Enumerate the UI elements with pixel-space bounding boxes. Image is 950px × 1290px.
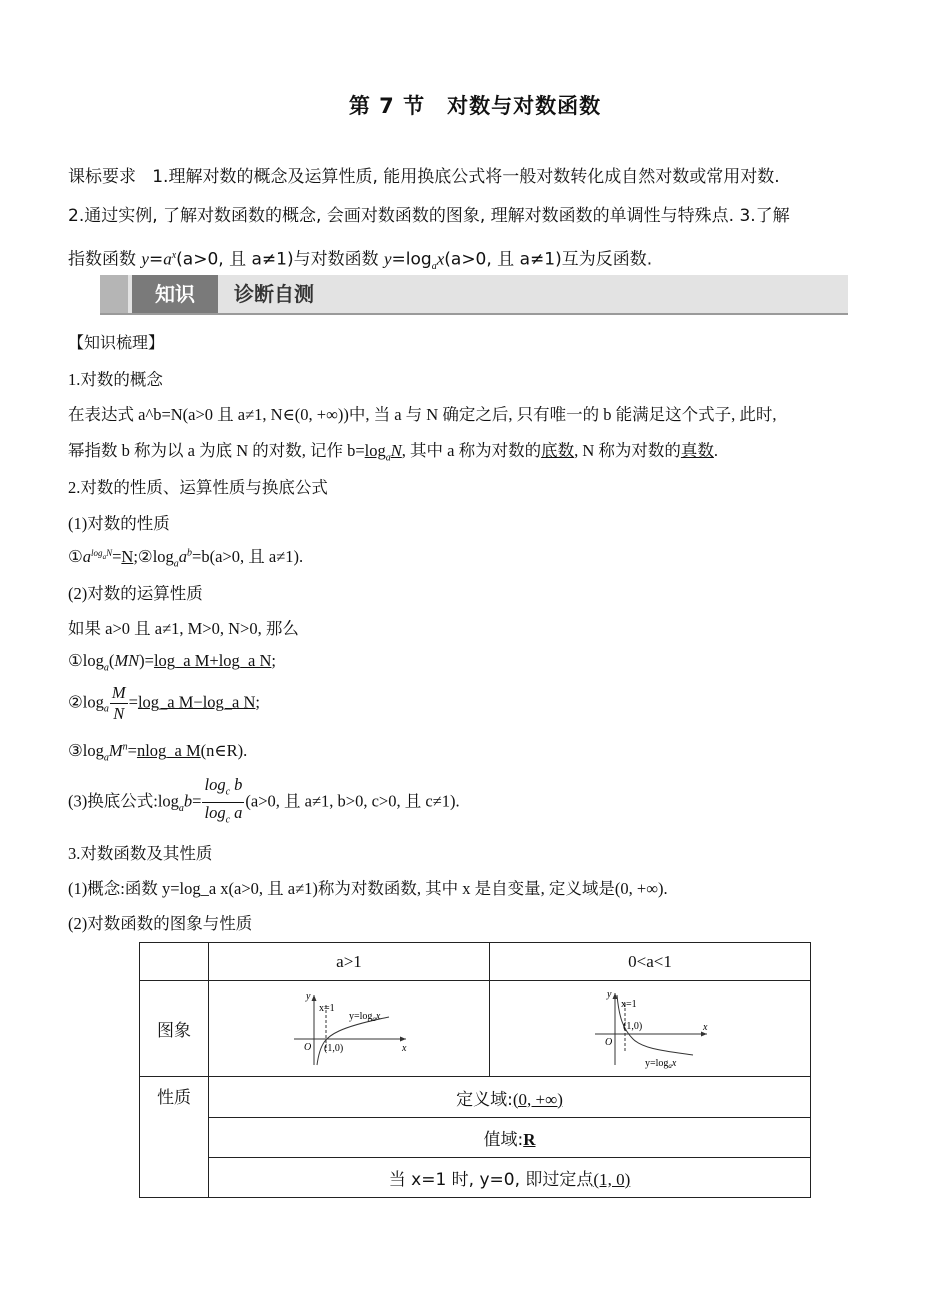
- graph-cell-increasing: [209, 981, 490, 1077]
- concept-paragraph-2: [68, 437, 718, 463]
- fixed-point-text: 当 x=1 时, y=0, 即过定点: [388, 1170, 594, 1190]
- change-of-base: (3)换底公式$:\log_ab=$ $\frac{\log_c b}{\log_c a}$ (a>0, 且 a≠1, b>0, c>0, 且 c≠1).: [68, 775, 460, 831]
- answer-blank-rule3: nlog_a M: [136, 741, 201, 760]
- answer-log-text: log: [364, 441, 386, 460]
- table-corner: [140, 943, 209, 981]
- property-item-2-tail: =b(a>0, 且 a≠1).: [192, 547, 304, 566]
- answer-blank-log: $\log_aN$: [364, 441, 402, 464]
- property-item-2: ;②log: [133, 547, 174, 566]
- rule-3-tail: (n∈R).: [200, 741, 248, 760]
- curve-label: $y=\log_ax$: [349, 1010, 381, 1023]
- row-label-graph: 图象: [140, 981, 209, 1077]
- rule-2-lhs: ②log: [68, 692, 104, 712]
- row-label-properties: 性质: [140, 1077, 209, 1198]
- point-label: (1,0): [324, 1042, 344, 1054]
- rule-1: $①\log_a(MN)=\log\_a$ M+log_a N;: [68, 651, 277, 674]
- properties-table: [139, 942, 811, 1198]
- change-of-base-tail: (a>0, 且 a≠1, b>0, c>0, 且 c≠1).: [245, 791, 460, 811]
- requirement-item-3c: (a>0, 且 a≠1)互为反函数.: [444, 249, 653, 270]
- requirements-label: 课标要求: [68, 167, 136, 187]
- answer-blank-rule2: log_a M−log_a N: [137, 692, 256, 712]
- graph-increasing-log: [284, 989, 414, 1069]
- vline-label: x=1: [319, 1002, 335, 1014]
- answer-blank-antilog: 真数: [680, 441, 714, 460]
- section-banner: [100, 275, 848, 315]
- rule-3-lhs: ③log: [68, 741, 104, 760]
- answer-blank-rule1: log_a M+log_a N: [153, 651, 272, 670]
- property-domain: [209, 1077, 811, 1118]
- property-range: [209, 1118, 811, 1158]
- logfunc-concept: (1)概念:函数 y=log_a x(a>0, 且 a≠1)称为对数函数, 其中 x 是自变量, 定义域是(0, +∞).: [68, 879, 668, 898]
- y-axis-label: y: [306, 990, 311, 1002]
- concept-paragraph-1: 在表达式 a^b=N(a>0 且 a≠1, N∈(0, +∞))中, 当 a 与 N 确定之后, 只有唯一的 b 能满足这个式子, 此时,: [68, 405, 777, 424]
- answer-blank-domain: (0, +∞): [512, 1089, 563, 1109]
- concept-text-a: 幂指数 b 称为以 a 为底 N 的对数, 记作 b=: [68, 441, 365, 460]
- answer-blank-base: 底数: [541, 441, 575, 460]
- curriculum-requirements: 课标要求 1.理解对数的概念及运算性质, 能用换底公式将一般对数转化成自然对数或常用对数. 2.通过实例, 了解对数函数的概念, 会画对数函数的图象, 理解对数函数的单调性与特殊点. 3.了解 指数函数 $y=a^x(a>0$, 且 a≠1)与对数函数 $y=\log_ax(a>0$, 且 a≠1)互为反函数.: [68, 158, 878, 286]
- banner-tag: 知识: [132, 275, 218, 313]
- concept-heading: 1.对数的概念: [68, 370, 163, 389]
- origin-label: O: [304, 1041, 312, 1053]
- rule-3: $③\log_aM^n=nlog\_a$ M(n∈R).: [68, 741, 248, 764]
- answer-blank-range: R: [523, 1130, 536, 1149]
- requirement-item-2: 2.通过实例, 了解对数函数的概念, 会画对数函数的图象, 理解对数函数的单调性与特殊点. 3.了解: [68, 206, 790, 226]
- section-label: 【知识梳理】: [68, 333, 165, 352]
- curve-label: $y=\log_ax$: [645, 1057, 677, 1069]
- properties-heading: 2.对数的性质、运算性质与换底公式: [68, 478, 328, 497]
- graph-cell-decreasing: [490, 981, 811, 1077]
- answer-blank-fixed-point: (1, 0): [593, 1170, 631, 1189]
- point-label: (1,0): [623, 1020, 643, 1032]
- vline-label: x=1: [621, 998, 637, 1010]
- header-a-gt-1: a>1: [209, 943, 490, 981]
- concept-text-c: , N 称为对数的: [574, 441, 681, 460]
- logfunc-heading: 3.对数函数及其性质: [68, 844, 213, 863]
- requirement-item-3b: (a>0, 且 a≠1)与对数函数: [176, 249, 384, 270]
- properties-sub1: (1)对数的性质: [68, 514, 170, 533]
- domain-label: 定义域:: [456, 1089, 513, 1110]
- graph-decreasing-log: [585, 989, 715, 1069]
- fraction-change-of-base: $\frac{\log_c b}{\log_c a}$: [204, 775, 243, 826]
- banner-subtitle: 诊断自测: [234, 282, 314, 306]
- header-a-lt-1: 0<a<1: [490, 943, 811, 981]
- logfunc-graph-heading: (2)对数函数的图象与性质: [68, 914, 253, 933]
- x-axis-label: x: [402, 1042, 407, 1054]
- properties-sub2: (2)对数的运算性质: [68, 584, 203, 603]
- origin-label: O: [605, 1036, 613, 1048]
- concept-text-b: , 其中 a 称为对数的: [401, 441, 542, 460]
- range-label: 值域:: [483, 1130, 524, 1150]
- requirement-item-1: 1.理解对数的概念及运算性质, 能用换底公式将一般对数转化成自然对数或常用对数.: [152, 167, 780, 187]
- rule-1-lhs: ①log: [68, 651, 104, 670]
- rule-2: $②\log_a$ $\frac{M}{N}$ =log_a M−log_a N;: [68, 683, 261, 723]
- properties-condition: 如果 a>0 且 a≠1, M>0, N>0, 那么: [68, 619, 299, 638]
- requirement-item-3a: 指数函数: [68, 249, 142, 270]
- property-fixed-point: [209, 1158, 811, 1198]
- concept-text-d: .: [713, 441, 719, 460]
- fraction-m-over-n: $\frac{M}{N}$: [111, 683, 126, 723]
- answer-blank-n: N: [121, 547, 134, 566]
- property-items: $①a^{log_aN}=N;②\log_aa^b=b(a>0$, 且 a≠1).: [68, 547, 304, 570]
- page-title: 第 7 节 对数与对数函数: [348, 94, 602, 118]
- y-axis-label: y: [607, 988, 612, 1000]
- change-of-base-lhs: (3)换底公式:log: [68, 791, 179, 811]
- x-axis-label: x: [703, 1021, 708, 1033]
